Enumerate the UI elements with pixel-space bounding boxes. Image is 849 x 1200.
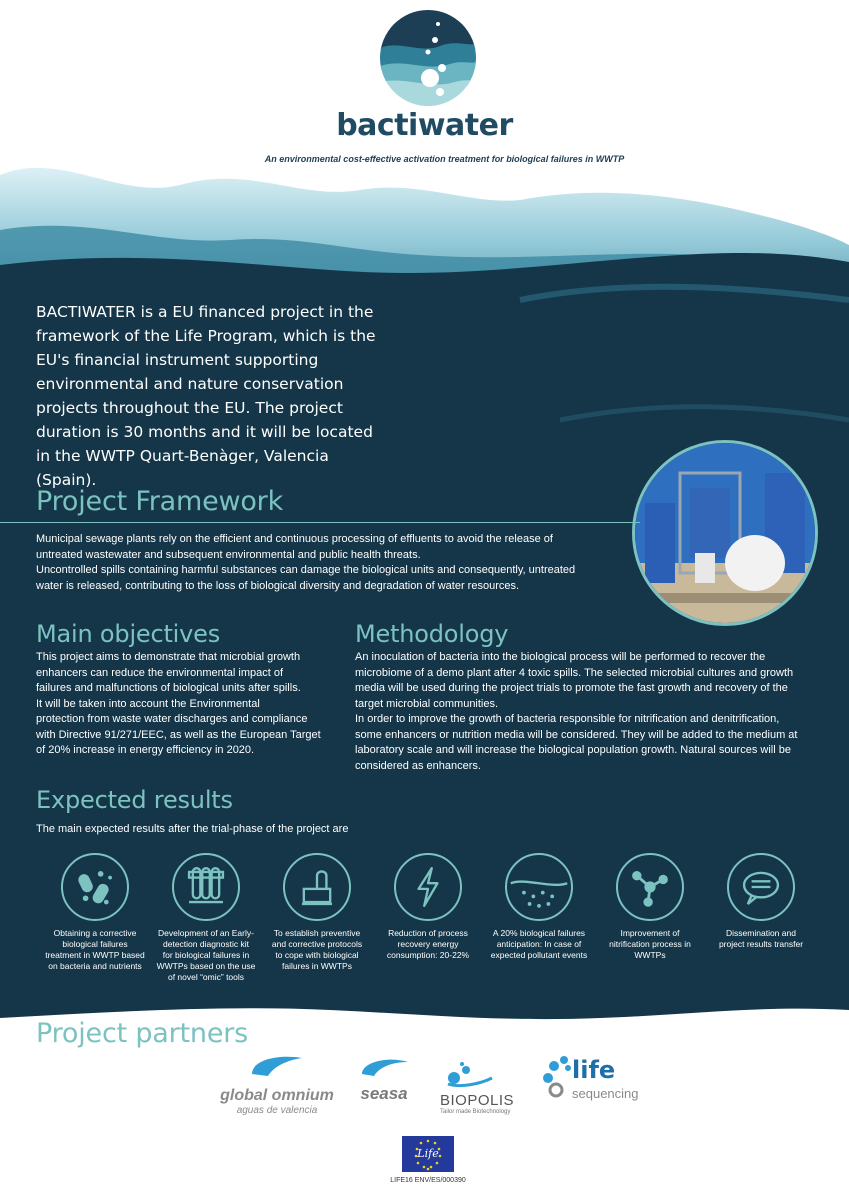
life-sequencing-dots-icon: [542, 1054, 574, 1102]
biopolis-logo: [440, 1060, 530, 1122]
biopolis-name: BIOPOLIS: [440, 1092, 515, 1109]
seasa-logo: [354, 1056, 414, 1106]
life-sequencing-sub: sequencing: [572, 1086, 639, 1101]
result-caption-4: Reduction of process recovery energy consumption: 20-22%: [386, 928, 470, 960]
speech-bubble-icon: [727, 853, 795, 921]
test-tubes-icon: [172, 853, 240, 921]
global-omnium-logo: [218, 1052, 336, 1122]
biopolis-icon: [440, 1060, 500, 1088]
life-sequencing-name: life: [572, 1056, 616, 1084]
lightning-icon: [394, 853, 462, 921]
results-title: Expected results: [36, 786, 233, 814]
global-omnium-sub: aguas de valencia: [236, 1105, 318, 1116]
result-caption-5: A 20% biological failures anticipation: In case of expected pollutant events: [490, 928, 588, 960]
objectives-text: This project aims to demonstrate that microbial growth enhancers can reduce the environmental impact of failures and malfunctions of biological units after spills. It will be taken into account the Environmental protection from waste water discharges and compliance with Directive 91/271/EEC, as well as the European Target of 20% increase in energy efficiency in 2020.: [36, 651, 321, 756]
brand-name: bactiwater: [336, 108, 513, 143]
global-omnium-swoosh-icon: [218, 1052, 336, 1082]
wwtp-plant-photo: [632, 440, 818, 626]
eu-life-logo-text: Life: [417, 1147, 439, 1160]
bubbles-bowl-icon: [505, 853, 573, 921]
seasa-swoosh-icon: [354, 1056, 414, 1080]
framework-divider: [0, 522, 640, 523]
intro-paragraph: BACTIWATER is a EU financed project in the framework of the Life Program, which is the EU's financial instrument supporting environmental and nature conservation projects throughout the EU. The project duration is 30 months and it will be located in the WWTP Quart-Benàger, Valencia (Spain).: [36, 303, 376, 489]
results-intro: The main expected results after the trial-phase of the project are: [36, 823, 349, 835]
eu-life-flag: [402, 1136, 454, 1172]
result-caption-6: Improvement of nitrification process in WWTPs: [609, 928, 691, 960]
life-sequencing-logo: [542, 1054, 662, 1104]
framework-text: Municipal sewage plants rely on the efficient and continuous processing of effluents to avoid the release of untreated wastewater and subsequent environmental and public health threats. Uncontrolled spills containing harmful substances can damage the biological units and consequently, untreated water is released, contributing to the loss of biological diversity and degradation of water resources.: [36, 533, 576, 592]
water-drops-logo-icon: [380, 10, 476, 106]
bacteria-icon: [61, 853, 129, 921]
brand-tagline: An environmental cost-effective activation treatment for biological failures in WWTP: [264, 154, 625, 164]
result-caption-1: Obtaining a corrective biological failures treatment in WWTP based on bacteria and nutrients: [45, 928, 145, 971]
partners-title: Project partners: [36, 1018, 249, 1049]
methodology-title: Methodology: [355, 620, 509, 648]
objectives-title: Main objectives: [36, 620, 221, 648]
flask-protocol-icon: [283, 853, 351, 921]
result-caption-2: Development of an Early- detection diagnostic kit for biological failures in WWTPs based on the use of novel “omic” tools: [156, 928, 256, 982]
global-omnium-name: global omnium: [220, 1087, 334, 1104]
result-caption-3: To establish preventive and corrective protocols to cope with biological failures in WWTPs: [271, 928, 363, 971]
seasa-name: seasa: [360, 1084, 408, 1103]
methodology-text: An inoculation of bacteria into the biological process will be performed to recover the microbiome of a demo plant after 4 toxic spills. The selected microbial cultures and growth media will be used during the project trials to promote the fast growth and recovery of the target microbial communities. In order to improve the growth of bacteria responsible for nitrification and denitrification, some enhancers or nutrition media will be considered. They will be added to the medium at laboratory scale and will increase the biological population growth. Natural sources will be considered as enhancers.: [355, 651, 798, 772]
result-caption-7: Dissemination and project results transfer: [718, 928, 804, 949]
framework-title: Project Framework: [36, 486, 284, 517]
life-project-code: LIFE16 ENV/ES/000390: [390, 1177, 466, 1184]
biopolis-sub: Tailor made Biotechnology: [440, 1109, 511, 1115]
molecule-icon: [616, 853, 684, 921]
bactiwater-logo-circle: [380, 10, 476, 106]
